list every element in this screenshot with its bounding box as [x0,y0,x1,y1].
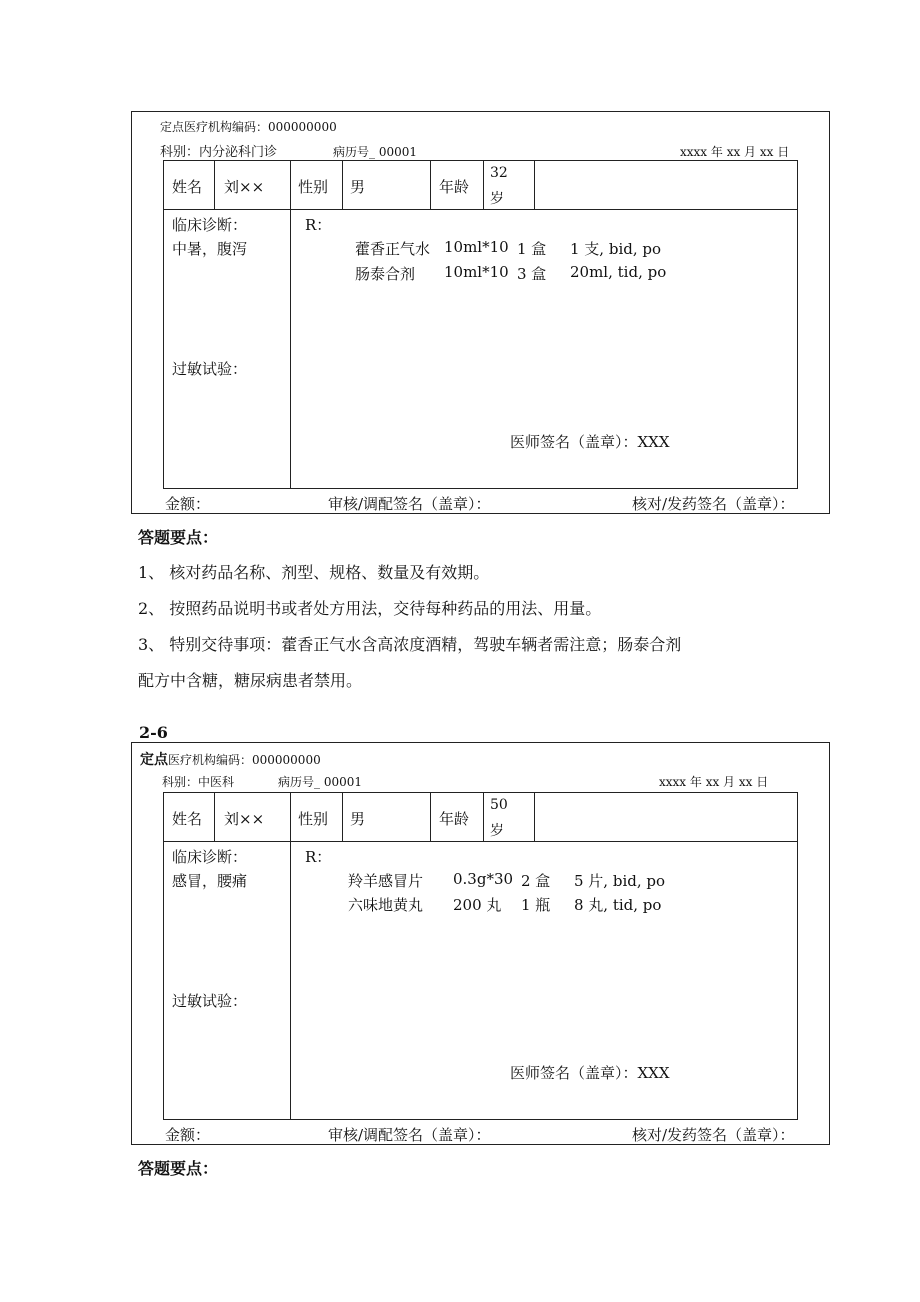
name-label: 姓名 [172,178,203,196]
drug-usage: 1 支, bid, po [570,240,662,258]
age-number: 32 [490,165,508,181]
allergy-test-label: 过敏试验： [172,992,248,1010]
amount-label: 金额： [165,1126,211,1144]
drug-spec: 10ml*10 [444,238,509,256]
drug-spec: 0.3g*30 [453,870,514,888]
name-value: 刘×× [224,810,265,828]
diagnosis-label: 临床诊断： [172,848,248,866]
drug-spec: 10ml*10 [444,263,509,281]
doctor-signature: 医师签名（盖章）：XXX [510,1064,670,1082]
record-number: 病历号_ 00001 [333,145,417,159]
drug-name: 藿香正气水 [355,240,431,258]
sex-label: 性别 [298,810,329,828]
department: 科别：中医科 [162,775,235,789]
diagnosis-value: 中暑，腹泻 [172,240,248,258]
diagnosis-label: 临床诊断： [172,216,248,234]
answer-point: 3、 特别交待事项：藿香正气水含高浓度酒精，驾驶车辆者需注意；肠泰合剂 [138,635,682,654]
drug-quantity: 3 盒 [517,265,547,283]
rx-symbol: R： [305,216,332,234]
review-signature-label: 审核/调配签名（盖章）： [328,1126,491,1144]
department: 科别：内分泌科门诊 [160,145,278,160]
amount-label: 金额： [165,495,211,513]
diagnosis-value: 感冒，腰痛 [172,872,248,890]
dispense-signature-label: 核对/发药签名（盖章）： [632,1126,795,1144]
allergy-test-label: 过敏试验： [172,360,248,378]
answer-point: 1、 核对药品名称、剂型、规格、数量及有效期。 [138,563,490,582]
doctor-signature: 医师签名（盖章）：XXX [510,433,670,451]
institution-code: 定点医疗机构编码：000000000 [140,752,321,768]
record-number: 病历号_ 00001 [278,775,362,789]
age-number: 50 [490,797,508,813]
sex-label: 性别 [298,178,329,196]
drug-quantity: 1 瓶 [521,896,551,914]
drug-name: 六味地黄丸 [348,896,424,914]
age-unit: 岁 [490,823,504,839]
prescription-date: xxxx 年 xx 月 xx 日 [659,775,769,789]
drug-name: 肠泰合剂 [355,265,416,283]
drug-spec: 200 丸 [453,896,502,914]
name-label: 姓名 [172,810,203,828]
drug-usage: 20ml, tid, po [570,263,667,281]
age-label: 年龄 [439,178,470,196]
drug-quantity: 1 盒 [517,240,547,258]
age-unit: 岁 [490,191,504,207]
answer-heading: 答题要点： [138,1159,219,1178]
drug-quantity: 2 盒 [521,872,551,890]
drug-usage: 5 片, bid, po [574,872,666,890]
answer-point: 2、 按照药品说明书或者处方用法，交待每种药品的用法、用量。 [138,599,602,618]
age-label: 年龄 [439,810,470,828]
answer-point: 配方中含糖，糖尿病患者禁用。 [138,671,363,690]
review-signature-label: 审核/调配签名（盖章）： [328,495,491,513]
drug-name: 羚羊感冒片 [348,872,424,890]
institution-code: 定点医疗机构编码：000000000 [160,120,337,134]
drug-usage: 8 丸, tid, po [574,896,662,914]
prescription-date: xxxx 年 xx 月 xx 日 [680,145,790,159]
sex-value: 男 [350,810,366,828]
name-value: 刘×× [224,178,265,196]
answer-heading: 答题要点： [138,528,219,547]
section-number: 2-6 [139,723,168,742]
sex-value: 男 [350,178,366,196]
dispense-signature-label: 核对/发药签名（盖章）： [632,495,795,513]
rx-symbol: R： [305,848,332,866]
